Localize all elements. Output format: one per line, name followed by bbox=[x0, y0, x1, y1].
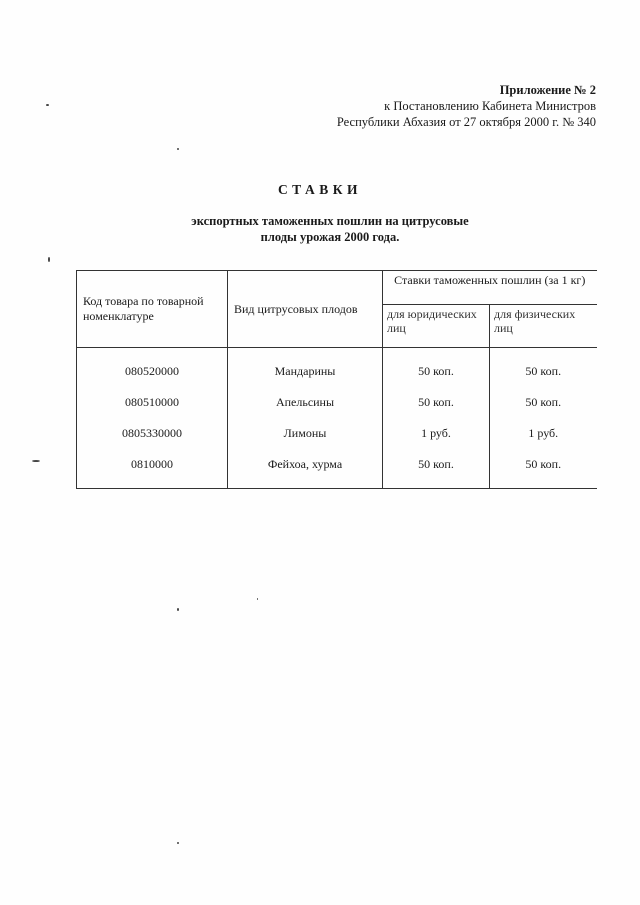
table-row bbox=[77, 348, 597, 388]
cell-code: 0810000 bbox=[77, 449, 228, 489]
scan-speck bbox=[46, 104, 49, 106]
header-rates: Ставки таможенных пошлин (за 1 кг) bbox=[383, 271, 597, 305]
appendix-title: Приложение № 2 bbox=[499, 83, 596, 97]
table-body bbox=[77, 348, 597, 489]
cell-legal: 50 коп. bbox=[383, 449, 490, 489]
cell-code: 0805330000 bbox=[77, 418, 228, 449]
cell-legal: 1 руб. bbox=[383, 418, 490, 449]
scan-speck bbox=[257, 598, 258, 600]
cell-physical: 1 руб. bbox=[490, 418, 597, 449]
document-heading: СТАВКИ bbox=[277, 182, 363, 197]
cell-legal: 50 коп. bbox=[383, 348, 490, 388]
cell-physical: 50 коп. bbox=[490, 387, 597, 418]
scan-speck bbox=[177, 608, 179, 611]
cell-kind: Апельсины bbox=[228, 387, 383, 418]
appendix-line-2: Республики Абхазия от 27 октября 2000 г. № 340 bbox=[336, 115, 596, 129]
cell-kind: Лимоны bbox=[228, 418, 383, 449]
header-physical: для физических лиц bbox=[490, 305, 597, 348]
cell-physical: 50 коп. bbox=[490, 449, 597, 489]
table-row bbox=[77, 387, 597, 418]
scan-speck bbox=[48, 257, 50, 262]
cell-legal: 50 коп. bbox=[383, 387, 490, 418]
header-code: Код товара по товарной номенклатуре bbox=[77, 271, 228, 348]
appendix-header bbox=[337, 82, 596, 130]
cell-code: 080520000 bbox=[77, 348, 228, 388]
header-kind: Вид цитрусовых плодов bbox=[228, 271, 383, 348]
table-row bbox=[77, 449, 597, 489]
scan-speck bbox=[177, 148, 179, 150]
cell-code: 080510000 bbox=[77, 387, 228, 418]
cell-physical: 50 коп. bbox=[490, 348, 597, 388]
cell-kind: Мандарины bbox=[228, 348, 383, 388]
header-legal: для юридических лиц bbox=[383, 305, 490, 348]
subheading-line-1: экспортных таможенных пошлин на цитрусовые bbox=[191, 214, 469, 228]
table-row bbox=[77, 418, 597, 449]
subheading-line-2: плоды урожая 2000 года. bbox=[260, 230, 400, 244]
document-subheading bbox=[160, 213, 500, 245]
appendix-line-1: к Постановлению Кабинета Министров bbox=[384, 99, 596, 113]
scan-speck bbox=[32, 460, 40, 462]
cell-kind: Фейхоа, хурма bbox=[228, 449, 383, 489]
duty-rates-table bbox=[76, 270, 597, 489]
scan-speck bbox=[177, 842, 179, 844]
